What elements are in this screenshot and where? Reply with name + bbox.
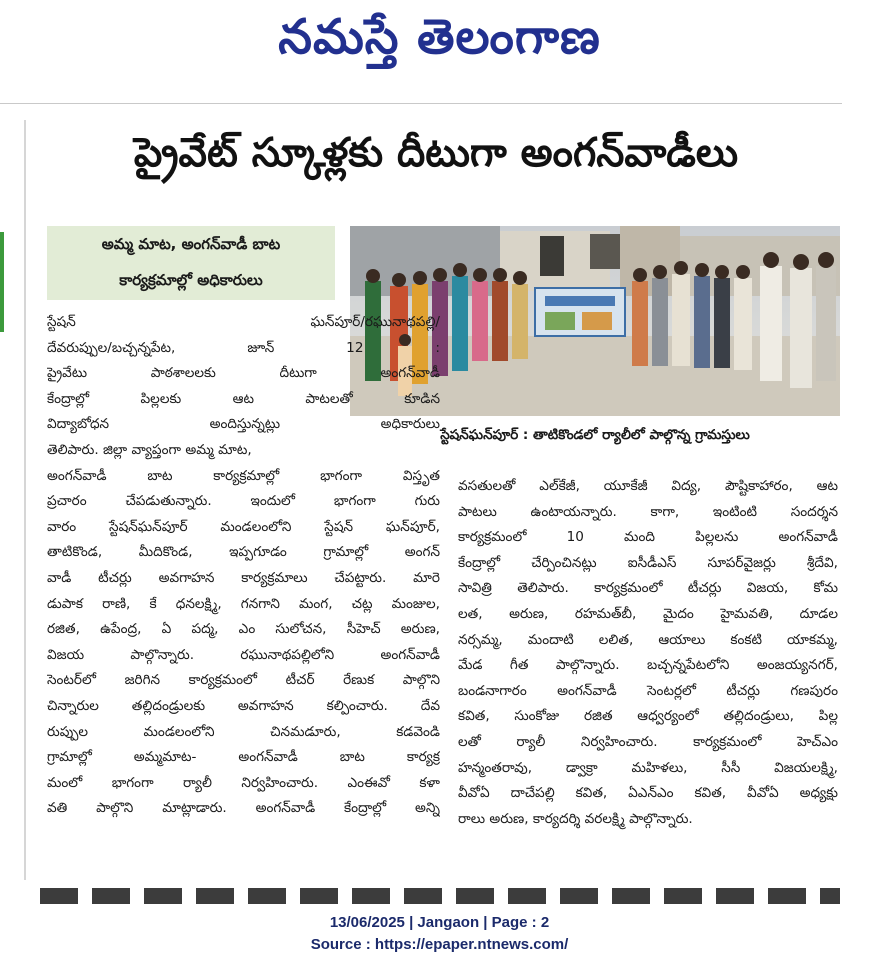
body-line: పాటలు ఉంటాయన్నారు. కాగా, ఇంటింటి సందర్శన [458,503,838,520]
body-line: సావిత్రి తెలిపారు. కార్యక్రమంలో టీచర్లు విజయ, కోమ [458,580,838,597]
photo-caption: స్టేషన్‌ఘన్‌పూర్ : తాటికొండలో ర్యాలీలో పాల్గొన్న గ్రామస్తులు [440,427,750,443]
adjacent-article-edge [0,232,4,332]
body-line: తాటికొండ, మీదికొండ, ఇప్పగూడం గ్రామాల్లో అంగన్ [47,544,440,561]
column-divider-left [24,120,26,880]
article-body-right-column [458,474,838,832]
body-line: కేంద్రాల్లో చేర్పించినట్లు ఐసీడీఎస్ సూపర్‌వైజర్లు శ్రీదేవి, [458,554,838,571]
body-line: కవిత, సుంకోజు రజిత ఆధ్వర్యంలో తల్లిదండ్రులు, పిల్ల [458,708,838,725]
body-line: విజయ పాల్గొన్నారు. రఘునాథపల్లిలోని అంగన్‌వాడీ [47,646,440,663]
body-line: నర్సమ్మ, మందాటి లలిత, ఆయాలు కంకటి యాకమ్మ, [458,631,838,648]
body-line: హన్మంతరావు, డ్వాక్రా మహిళలు, సీసీ విజయలక్ష్మి, [458,759,838,776]
body-line: దేవరుప్పుల/బచ్చన్నపేట, జూన్ 12 : [47,339,440,356]
article-subhead [47,226,335,300]
body-line: డుపాక రాణి, కే ధనలక్ష్మి, గనగాని మంగ, చట్ల మంజుల, [47,595,440,612]
page-footer [0,912,879,956]
footer-date-edition: 13/06/2025 | Jangaon | Page : 2 [329,914,550,931]
body-line: వసతులతో ఎల్‌కేజీ, యూకేజీ విద్య, పౌష్టికాహారం, ఆట [458,478,838,494]
body-line: వాడీ టీచర్లు అవగాహన కార్యక్రమాలు చేపట్టారు. మారె [47,569,440,586]
body-line: లతో ర్యాలీ నిర్వహించారు. కార్యక్రమంలో హెచ్‌ఎం [458,733,838,750]
body-line: లత, అరుణ, రహమత్‌బీ, మైదం హైమవతి, దూడల [458,605,838,622]
body-line: తెలిపారు. జిల్లా వ్యాప్తంగా అమ్మ మాట, [47,441,252,458]
masthead [0,0,879,78]
cropped-next-headline [40,882,840,904]
body-line: వతి పాల్గొని మాట్లాడారు. అంగన్‌వాడీ కేంద్రాల్లో అన్ని [47,800,440,817]
footer-source: Source : https://epaper.ntnews.com/ [310,936,569,953]
article-body-left-column [47,310,440,822]
body-line: సెంటర్‌లో జరిగిన కార్యక్రమంలో టీచర్ రేణుక పాల్గొని [47,672,440,689]
body-line: రుప్పుల మండలంలోని చినమడూరు, కడవెండి [47,723,440,740]
body-line: వారం స్టేషన్‌ఘన్‌పూర్ మండలంలోని స్టేషన్ ఘన్‌పూర్, [47,518,440,535]
body-line: కేంద్రాల్లో పిల్లలకు ఆట పాటలతో కూడిన [47,390,440,407]
body-line: ప్రైవేటు పాఠశాలలకు దీటుగా అంగన్‌వాడీ [47,365,440,382]
subhead-line: అమ్మ మాట, అంగన్‌వాడీ బాట [101,235,281,253]
body-line: మంలో భాగంగా ర్యాలీ నిర్వహించారు. ఎంఈవో కళా [47,774,440,791]
body-line: ప్రచారం చేపడుతున్నారు. ఇందులో భాగంగా గురు [47,493,440,510]
body-line: గ్రామాల్లో అమ్మమాట- అంగన్‌వాడీ బాట కార్యక్ర [47,749,440,766]
body-line: చిన్నారుల తల్లిదండ్రులకు అవగాహన కల్పించారు. దేవ [47,697,440,714]
body-line: బండనాగారం అంగన్‌వాడీ సెంటర్లలో టీచర్లు గణపురం [458,682,838,699]
body-line: స్టేషన్ ఘన్‌పూర్/రఘునాథపల్లి/ [47,314,440,330]
body-line: రాలు అరుణ, కార్యదర్శి వరలక్ష్మి పాల్గొన్నారు. [458,810,693,827]
body-line: విద్యాబోధన అందిస్తున్నట్లు అధికారులు [47,416,440,433]
masthead-divider [0,103,842,104]
body-line: రజిత, ఉపేంద్ర, ఏ పద్మ, ఎం సులోచన, సీహెచ్ అరుణ, [47,621,440,638]
subhead-line: కార్యక్రమాల్లో అధికారులు [119,271,263,289]
article-headline: ప్రైవేట్ స్కూళ్లకు దీటుగా అంగన్‌వాడీలు [133,130,739,176]
body-line: వీవోఏ దాచేపల్లి కవిత, ఏఎన్‌ఎం కవిత, వీవోఏ అధ్యక్షు [458,785,838,802]
newspaper-title: నమస్తే తెలంగాణ [278,9,601,65]
body-line: అంగన్‌వాడీ బాట కార్యక్రమాల్లో భాగంగా విస్తృత [47,467,440,484]
body-line: కార్యక్రమంలో 10 మంది పిల్లలను అంగన్‌వాడీ [458,529,838,546]
body-line: మేడ గీత పాల్గొన్నారు. బచ్చన్నపేటలోని అంజయ్యనగర్, [458,657,838,674]
